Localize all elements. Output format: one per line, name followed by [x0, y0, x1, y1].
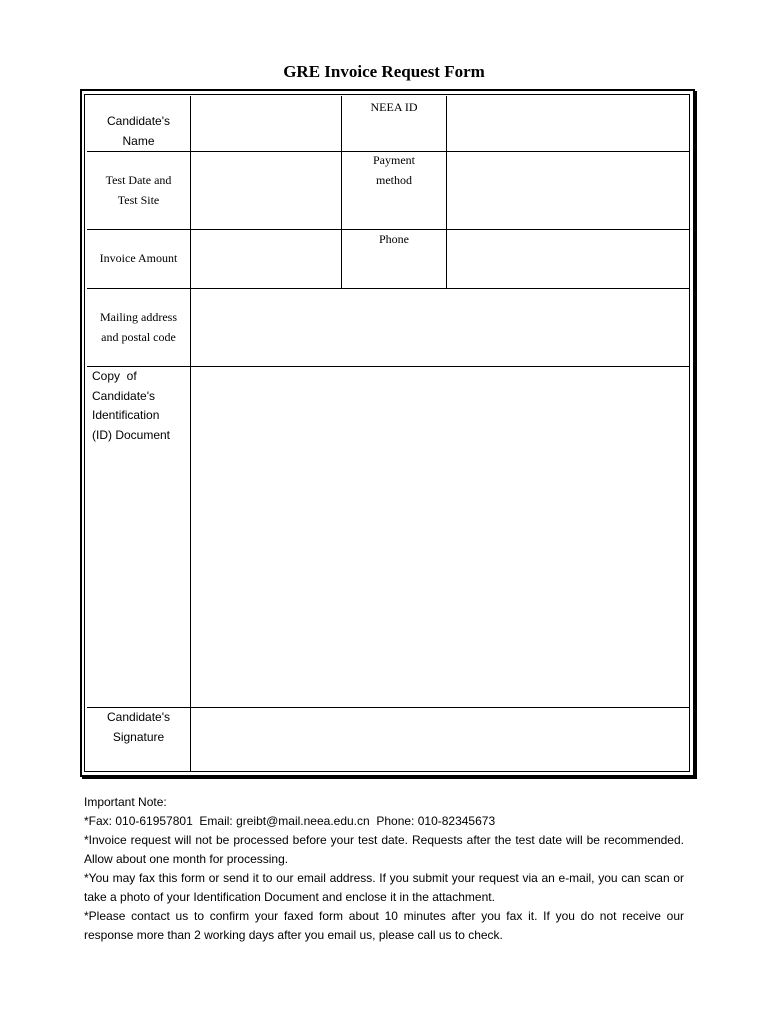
signature-label: Candidate's Signature — [107, 710, 170, 744]
test-date-site-field[interactable] — [191, 152, 341, 229]
column-divider — [341, 96, 342, 289]
note-confirmation: *Please contact us to confirm your faxed form about 10 minutes after you fax it. If you do not receive our response more than 2 working days after you email us, please call us to check. — [84, 909, 684, 942]
candidate-name-field[interactable] — [191, 96, 341, 151]
candidate-name-label: Candidate's Name — [107, 114, 170, 148]
important-notes — [84, 793, 684, 945]
id-document-area[interactable] — [191, 367, 688, 707]
invoice-request-form — [80, 89, 695, 777]
phone-label: Phone — [379, 232, 409, 246]
test-date-site-label: Test Date and Test Site — [105, 173, 172, 207]
mailing-address-field[interactable] — [191, 289, 688, 366]
note-submission: *You may fax this form or send it to our email address. If you submit your request via an e-mail, you can scan or take a photo of your Identification Document and enclose it in the attachment. — [84, 871, 684, 904]
contact-line: *Fax: 010-61957801 Email: greibt@mail.neea.edu.cn Phone: 010-82345673 — [84, 814, 496, 828]
signature-field[interactable] — [191, 708, 688, 771]
id-document-label: Copy of Candidate's Identification (ID) Document — [92, 369, 171, 442]
payment-method-label: Payment method — [373, 153, 415, 187]
mailing-address-label: Mailing address and postal code — [100, 310, 177, 344]
invoice-amount-field[interactable] — [191, 230, 341, 288]
payment-method-field[interactable] — [447, 152, 688, 229]
notes-heading: Important Note: — [84, 795, 167, 809]
form-title: GRE Invoice Request Form — [283, 62, 485, 81]
phone-field[interactable] — [447, 230, 688, 288]
neea-id-label: NEEA ID — [370, 100, 418, 114]
note-processing: *Invoice request will not be processed before your test date. Requests after the test date will be recommended. Allow about one month for processing. — [84, 833, 684, 866]
neea-id-field[interactable] — [447, 96, 688, 151]
invoice-amount-label: Invoice Amount — [99, 251, 178, 265]
